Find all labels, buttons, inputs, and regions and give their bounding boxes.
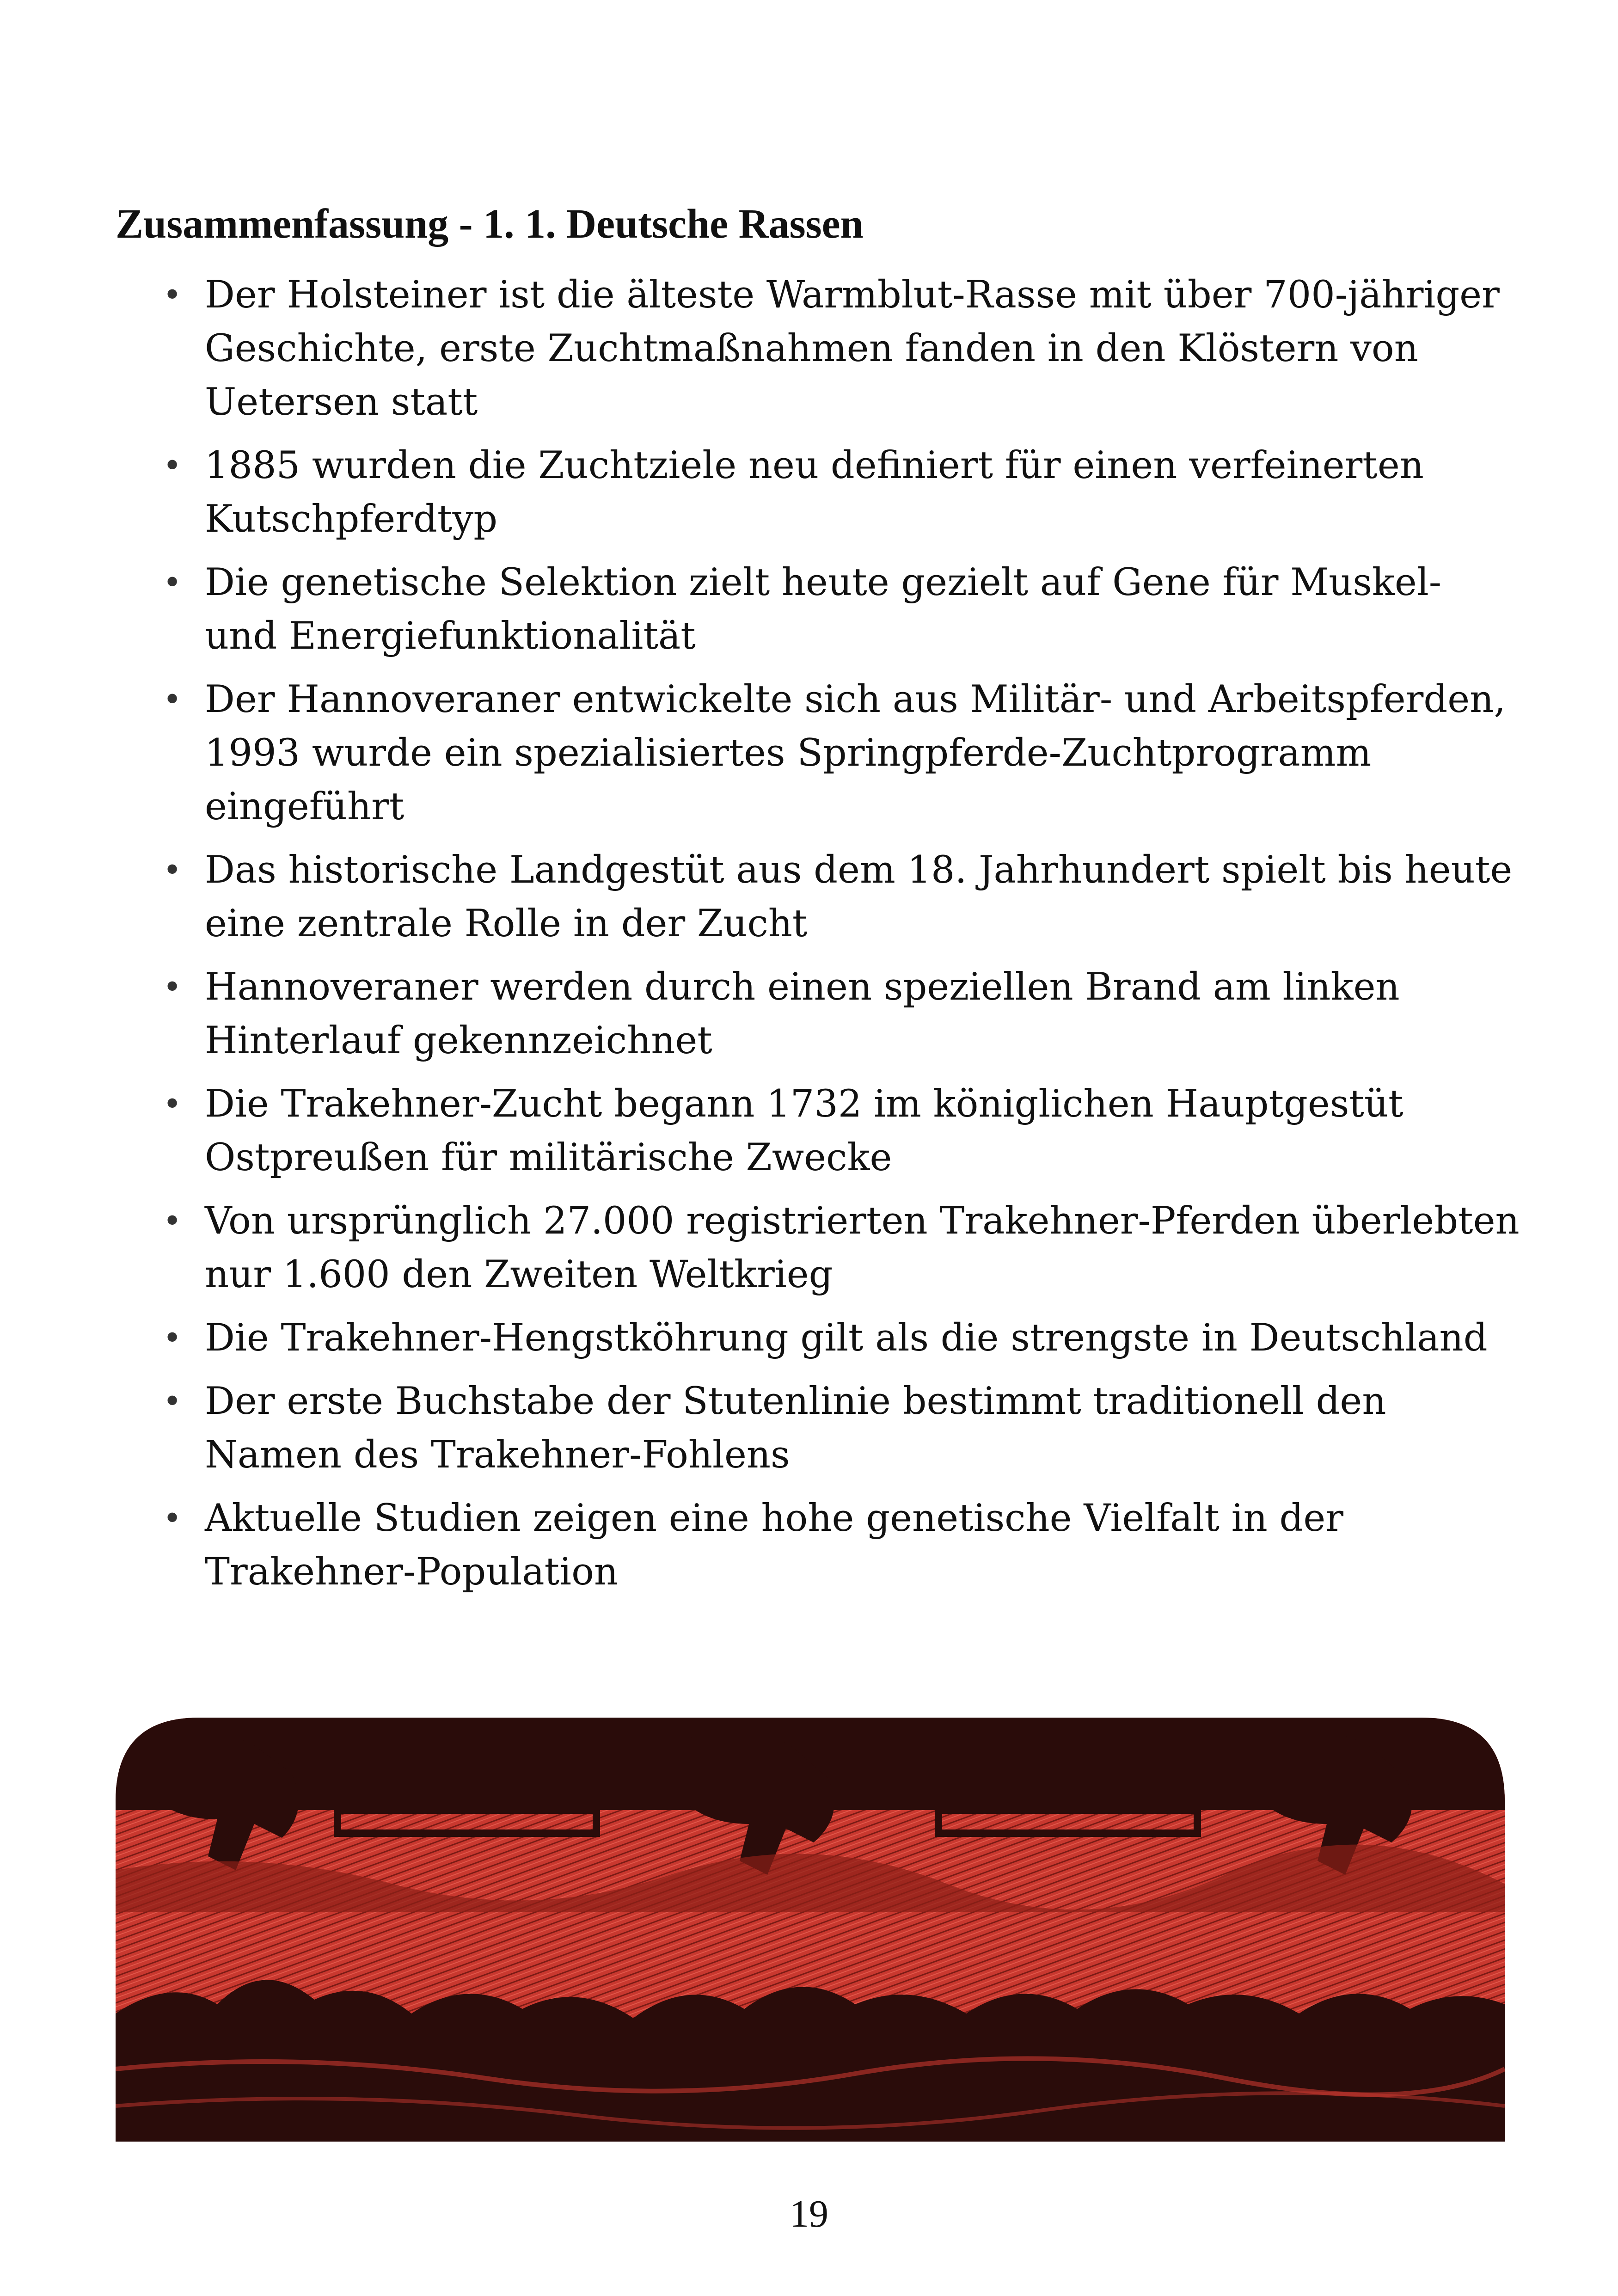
list-item [116,1375,1526,1482]
list-item [116,960,1526,1068]
bullet-icon: • [163,1085,182,1123]
bullet-icon: • [163,1319,182,1357]
list-item-text: Der Holsteiner ist die älteste Warmblut-Rasse mit über 700-jähriger Geschichte, erste Zuchtmaßnahmen fanden in den Klöstern von Uetersen statt [205,273,1500,424]
list-item-text: Die Trakehner-Zucht begann 1732 im königlichen Hauptgestüt Ostpreußen für militärische Zwecke [205,1082,1403,1179]
summary-list [116,268,1526,1608]
section-heading: Zusammenfassung - 1. 1. Deutsche Rassen [116,201,864,247]
list-item [116,1194,1526,1301]
bullet-icon: • [163,968,182,1006]
page-number: 19 [790,2192,828,2235]
list-item [116,439,1526,546]
bullet-icon: • [163,681,182,718]
list-item-text: Der erste Buchstabe der Stutenlinie bestimmt traditionell den Namen des Trakehner-Fohlens [205,1380,1386,1477]
list-item-text: 1885 wurden die Zuchtziele neu definiert für einen verfeinerten Kutschpferdtyp [205,444,1424,541]
bullet-icon: • [163,1382,182,1420]
list-item [116,1077,1526,1185]
bullet-icon: • [163,447,182,485]
list-item [116,1492,1526,1599]
list-item [116,843,1526,951]
list-item-text: Die genetische Selektion zielt heute gezielt auf Gene für Muskel- und Energiefunktionalität [205,561,1442,658]
bullet-icon: • [163,851,182,889]
list-item [116,673,1526,834]
bullet-icon: • [163,564,182,602]
bullet-icon: • [163,1202,182,1240]
illustration-banner [116,1718,1505,2142]
list-item-text: Hannoveraner werden durch einen speziellen Brand am linken Hinterlauf gekennzeichnet [205,965,1400,1062]
list-item-text: Von ursprünglich 27.000 registrierten Trakehner-Pferden überlebten nur 1.600 den Zweiten Weltkrieg [205,1199,1520,1296]
list-item-text: Das historische Landgestüt aus dem 18. Jahrhundert spielt bis heute eine zentrale Rolle in der Zucht [205,848,1513,945]
list-item-text: Die Trakehner-Hengstköhrung gilt als die strengste in Deutschland [205,1316,1488,1360]
bullet-icon: • [163,1499,182,1537]
list-item-text: Aktuelle Studien zeigen eine hohe genetische Vielfalt in der Trakehner-Population [205,1497,1343,1594]
bullet-icon: • [163,276,182,314]
list-item-text: Der Hannoveraner entwickelte sich aus Militär- und Arbeitspferden, 1993 wurde ein spezialisiertes Springpferde-Zuchtprogramm eingeführt [205,678,1506,829]
list-item [116,1311,1526,1365]
list-item [116,556,1526,663]
list-item [116,268,1526,429]
